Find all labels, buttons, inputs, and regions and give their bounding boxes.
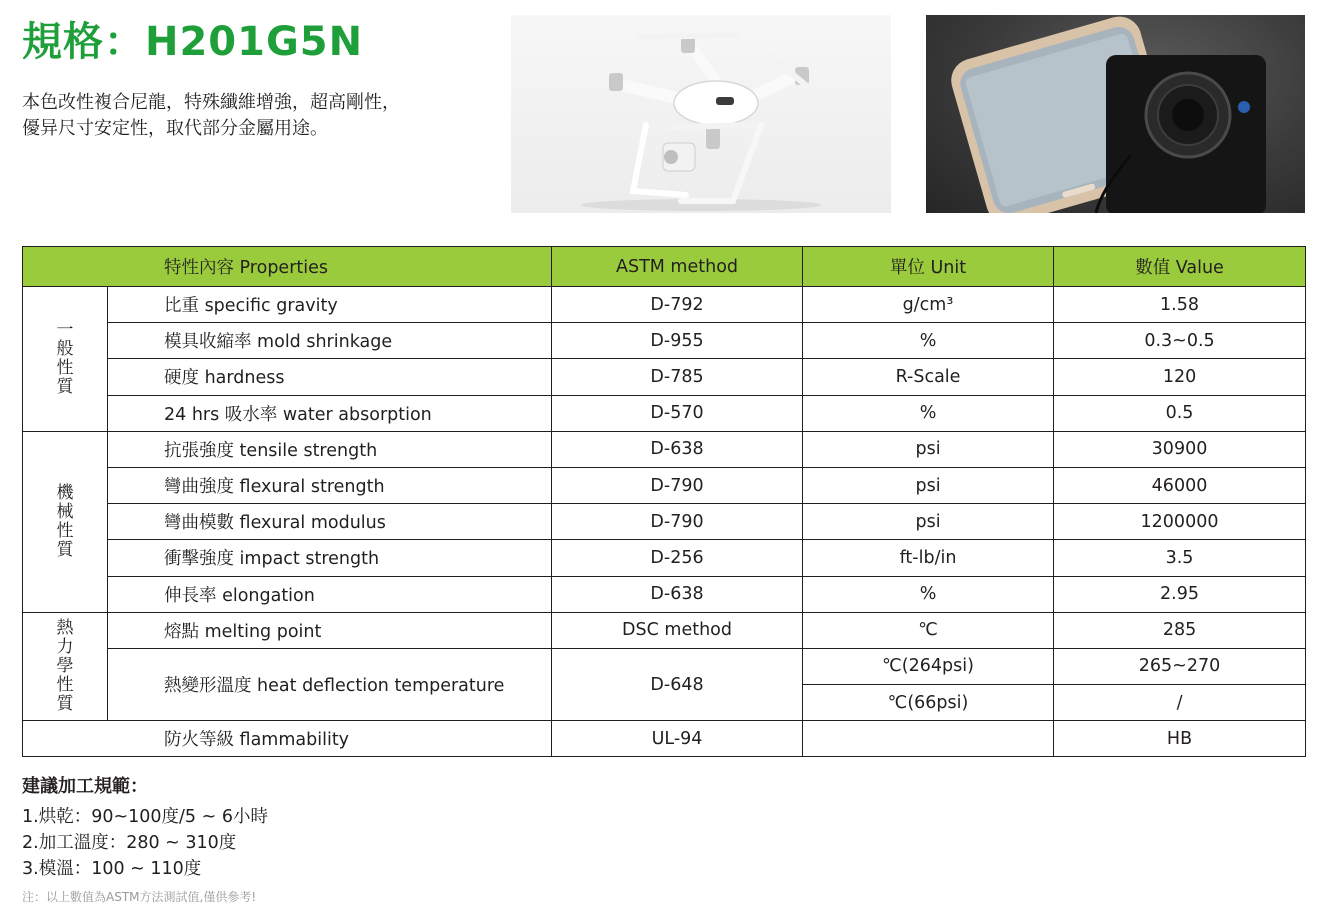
method-cell: D-638	[552, 431, 803, 467]
unit-cell: %	[803, 323, 1054, 359]
method-cell: D-648	[552, 648, 803, 720]
property-cell: 硬度 hardness	[108, 359, 552, 395]
unit-cell: R-Scale	[803, 359, 1054, 395]
method-cell: D-792	[552, 287, 803, 323]
property-cell: 模具收縮率 mold shrinkage	[108, 323, 552, 359]
value-cell: 2.95	[1054, 576, 1306, 612]
property-cell: 24 hrs 吸水率 water absorption	[108, 395, 552, 431]
value-cell: 46000	[1054, 467, 1306, 503]
table-row	[23, 395, 1306, 431]
table-row	[23, 359, 1306, 395]
method-cell: D-790	[552, 504, 803, 540]
drone-illustration	[511, 15, 891, 213]
method-cell: D-638	[552, 576, 803, 612]
property-cell: 防火等級 flammability	[23, 721, 552, 757]
value-cell: HB	[1054, 721, 1306, 757]
header-method: ASTM method	[552, 247, 803, 287]
table-row	[23, 540, 1306, 576]
method-cell: D-955	[552, 323, 803, 359]
value-cell: 1.58	[1054, 287, 1306, 323]
footnote: 注：以上數值為ASTM方法測試值,僅供參考!	[22, 890, 257, 904]
unit-cell: g/cm³	[803, 287, 1054, 323]
property-cell: 抗張強度 tensile strength	[108, 431, 552, 467]
unit-cell: psi	[803, 504, 1054, 540]
value-cell: /	[1054, 685, 1306, 721]
category-general: 一般性質	[23, 287, 108, 432]
method-cell: D-790	[552, 467, 803, 503]
unit-cell	[803, 721, 1054, 757]
value-cell: 0.5	[1054, 395, 1306, 431]
processing-item: 3.模溫：100 ~ 110度	[22, 859, 202, 879]
property-cell: 彎曲強度 flexural strength	[108, 467, 552, 503]
method-cell: D-785	[552, 359, 803, 395]
phone-camera-illustration	[926, 15, 1305, 213]
method-cell: UL-94	[552, 721, 803, 757]
table-header-row	[23, 247, 1306, 287]
unit-cell: %	[803, 395, 1054, 431]
category-mechanical: 機械性質	[23, 431, 108, 612]
property-cell: 比重 specific gravity	[108, 287, 552, 323]
unit-cell: psi	[803, 431, 1054, 467]
table-row	[23, 648, 1306, 684]
table-row	[23, 612, 1306, 648]
property-cell: 熔點 melting point	[108, 612, 552, 648]
value-cell: 1200000	[1054, 504, 1306, 540]
product-description	[22, 90, 492, 142]
header-value: 數值 Value	[1054, 247, 1306, 287]
unit-cell: ft-lb/in	[803, 540, 1054, 576]
processing-item: 1.烘乾：90~100度/5 ~ 6小時	[22, 807, 268, 827]
description-line: 本色改性複合尼龍，特殊纖維增強，超高剛性，	[22, 92, 400, 113]
description-line: 優异尺寸安定性，取代部分金屬用途。	[22, 118, 328, 139]
value-cell: 3.5	[1054, 540, 1306, 576]
method-cell: DSC method	[552, 612, 803, 648]
table-row	[23, 467, 1306, 503]
spec-table	[22, 246, 1306, 757]
header-unit: 單位 Unit	[803, 247, 1054, 287]
table-row	[23, 504, 1306, 540]
method-cell: D-570	[552, 395, 803, 431]
header-properties: 特性內容 Properties	[23, 247, 552, 287]
page-title: 規格：H201G5N	[22, 19, 364, 65]
property-cell: 彎曲模數 flexural modulus	[108, 504, 552, 540]
property-cell: 衝擊強度 impact strength	[108, 540, 552, 576]
property-cell: 熱變形溫度 heat deflection temperature	[108, 648, 552, 720]
processing-title: 建議加工規範：	[22, 776, 148, 797]
method-cell: D-256	[552, 540, 803, 576]
value-cell: 30900	[1054, 431, 1306, 467]
table-row	[23, 287, 1306, 323]
value-cell: 265~270	[1054, 648, 1306, 684]
processing-item: 2.加工溫度：280 ~ 310度	[22, 833, 237, 853]
value-cell: 120	[1054, 359, 1306, 395]
value-cell: 0.3~0.5	[1054, 323, 1306, 359]
drone-photo	[511, 15, 891, 213]
unit-cell: ℃(264psi)	[803, 648, 1054, 684]
unit-cell: ℃(66psi)	[803, 685, 1054, 721]
unit-cell: %	[803, 576, 1054, 612]
table-row	[23, 323, 1306, 359]
table-row	[23, 431, 1306, 467]
table-row	[23, 721, 1306, 757]
unit-cell: ℃	[803, 612, 1054, 648]
value-cell: 285	[1054, 612, 1306, 648]
phone-camera-photo	[926, 15, 1305, 213]
table-row	[23, 576, 1306, 612]
property-cell: 伸長率 elongation	[108, 576, 552, 612]
unit-cell: psi	[803, 467, 1054, 503]
category-thermal: 熱力學性質	[23, 612, 108, 721]
